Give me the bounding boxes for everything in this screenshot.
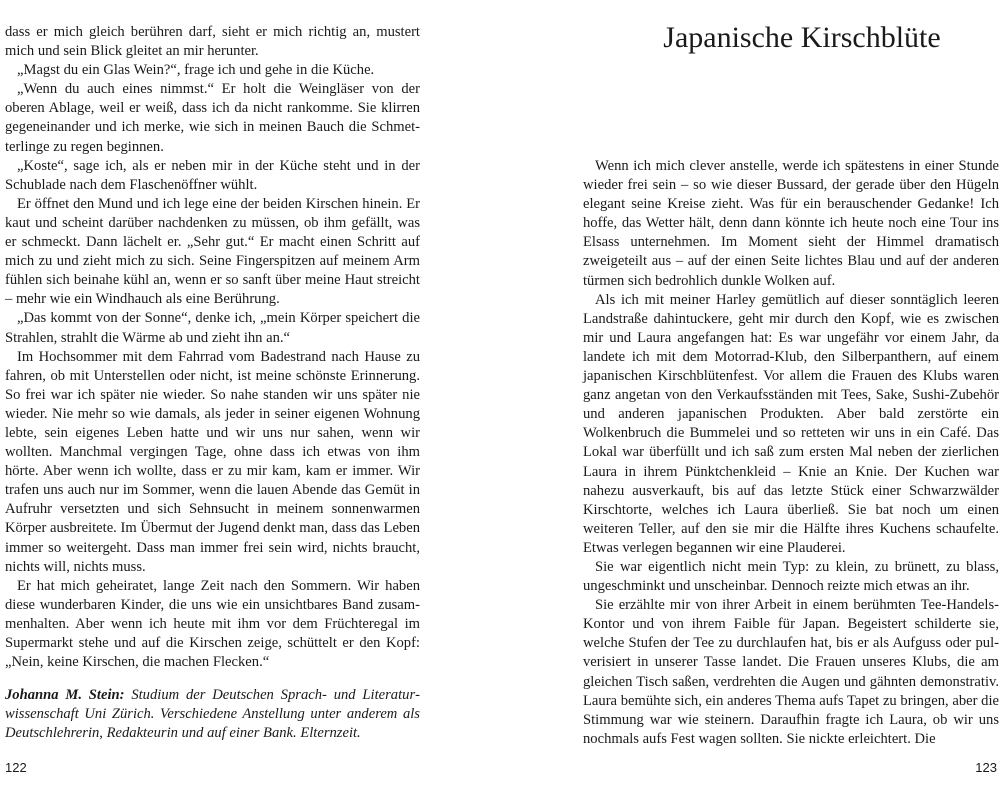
author-bio-text: Studium der Deutschen Sprach- und Literaturwissenschaft Uni Zürich. Verschiedene Anstellung unter anderem als Deutschlehrerin, Redakteurin und auf einer Bank. Elternzeit. [5, 687, 420, 742]
paragraph: Sie erzählte mir von ihrer Arbeit in einem berühmten Tee-Handels-Kontor und von ihrem Faible für Japan. Begeistert schilderte sie, welche Stufen der Tee zu durchlaufen hat, bis er als Aufguss oder pulverisiert in unserer Tasse landet. Die Frauen unseres Klubs, die am gleichen Tisch saßen, verdrehten die Augen und gähnten demonstrativ. Laura bemühte sich, ein anderes Thema aufs Tapet zu bringen, aber die Stimmung war wie steinern. Daraufhin fragte ich Laura, ob wir uns nochmals aufs Fest wagen sollten. Sie nickte erleichtert. Die [583, 597, 999, 747]
paragraph: Im Hochsommer mit dem Fahrrad vom Badestrand nach Hause zu fahren, ob mit Unterstellen oder nicht, ist meine schönste Erinnerung. So frei war ich später nie wieder. So nahe standen wir uns später nie wieder. Nie mehr so wie damals, als jeder in seiner eigenen Wohnung lebte, sein eigenes Leben hatte und wir uns nur sahen, wenn wir wollten. Manchmal vergingen Tage, ohne dass ich etwas von ihm hörte. Aber wenn ich wollte, dass er zu mir kam, kam er immer. Wir trafen uns auch nur im Sommer, wenn die lauen Abende das Gemüt in Aufruhr versetzten und sich Sehnsucht in meinem sonnenwarmen Körper ausbreitete. Im Übermut der Jugend denkt man, dass das Leben immer so weitergeht. Dass man immer frei sein wird, nichts braucht, nichts will, nichts muss. [5, 348, 420, 575]
page-number-left: 122 [5, 760, 27, 775]
left-page-text [5, 23, 420, 672]
author-name: Johanna M. Stein: [5, 687, 125, 703]
author-bio [5, 686, 420, 743]
paragraph: „Das kommt von der Sonne“, denke ich, „mein Körper speichert die Strahlen, strahlt die Wärme ab und zieht ihn an.“ [5, 310, 420, 346]
paragraph: „Wenn du auch eines nimmst.“ Er holt die Weingläser von der oberen Ablage, weil er weiß, dass ich da nicht rankomme. Sie klirren gegeneinander und ich merke, wie sich in meinen Bauch die Schmetterlinge zu regen beginnen. [5, 81, 420, 155]
paragraph: „Magst du ein Glas Wein?“, frage ich und gehe in die Küche. [17, 62, 375, 79]
paragraph: Als ich mit meiner Harley gemütlich auf dieser sonntäglich leeren Landstraße dahintuckere, geht mir durch den Kopf, wie es zwischen mir und Laura angefangen hat: Es war ungefähr vor einem Jahr, da landete ich mit dem Motorrad-Klub, den Silberpanthern, auf einem japanischen Kirschblütenfest. Vor allem die Frauen des Klubs waren ganz angetan von den Verkaufsständen mit Tees, Sake, Sushi-Zubehör und anderen japanischen Produkten. Aber bald zerstörte ein Wolkenbruch die Bummelei und so retteten wir uns in ein Café. Das Lokal war überfüllt und ich saß zum ersten Mal neben der zierlichen Laura in ihrem Pünktchenkleid – Knie an Knie. Der Kuchen war nahezu ausverkauft, bis auf das letzte Stück einer Schwarzwälder Kirschtorte, welches ich Laura überließ. Sie bat noch um einen weiteren Teller, auf den sie mir die Hälfte ihres Kuchens schaufelte. Etwas verlegen begannen wir eine Plauderei. [583, 291, 999, 556]
paragraph: dass er mich gleich berühren darf, sieht er mich richtig an, mustert mich und sein Blick gleitet an mir herunter. [5, 24, 420, 60]
page-number-right: 123 [975, 760, 997, 775]
right-page [500, 0, 1000, 800]
paragraph: Er hat mich geheiratet, lange Zeit nach den Sommern. Wir haben diese wunderbaren Kinder, die uns wie ein unsichtbares Band zusammenhalten. Aber wenn ich heute mit ihm vor dem Früchteregal im Supermarkt stehe und auf die Kirschen zeige, schüttelt er den Kopf: „Nein, keine Kirschen, die machen Flecken.“ [5, 577, 420, 671]
right-page-text [583, 157, 999, 749]
paragraph: Er öffnet den Mund und ich lege eine der beiden Kirschen hinein. Er kaut und scheint darüber nachdenken zu müssen, ob ihm gefällt, was er schmeckt. Dann lächelt er. „Sehr gut.“ Er macht einen Schritt auf mich zu und zieht mich zu sich. Seine Fingerspitzen auf meinem Arm fühlen sich beinahe kühl an, wenn er so sanft über meine Haut streicht – mehr wie ein Windhauch als eine Berührung. [5, 195, 420, 308]
paragraph: „Koste“, sage ich, als er neben mir in der Küche steht und in der Schublade nach dem Flaschenöffner wühlt. [5, 157, 420, 193]
paragraph: Sie war eigentlich nicht mein Typ: zu klein, zu brünett, zu blass, ungeschminkt und unscheinbar. Dennoch reizte mich etwas an ihr. [583, 558, 999, 595]
paragraph: Wenn ich mich clever anstelle, werde ich spätestens in einer Stunde wieder frei sein – so wie dieser Bussard, der gerade über den Hügeln elegant seine Kreise zieht. Was für ein berauschender Gedanke! Ich hoffe, das Wetter hält, denn dann könnte ich heute noch eine Tour ins Elsass unternehmen. Im Moment sieht der Himmel dramatisch zweigeteilt aus – auf der einen Seite lichtes Blau und auf der anderen türmen sich bedrohlich dunkle Wolken auf. [583, 158, 999, 289]
story-title: Japanische Kirschblüte [663, 21, 941, 54]
